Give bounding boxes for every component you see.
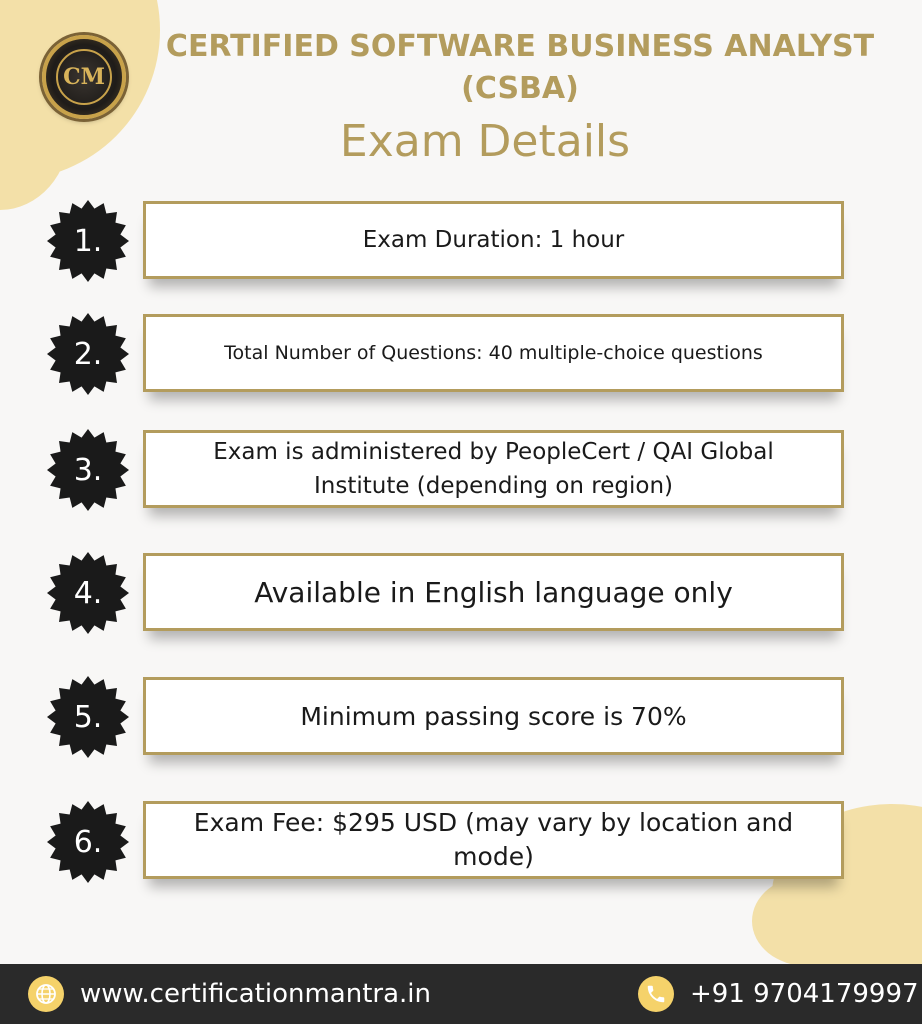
item-number-badge-6 [46, 800, 130, 884]
item-number-6: 6. [73, 824, 103, 860]
detail-card-6 [143, 801, 844, 879]
phone-number[interactable]: +91 9704179997 [690, 979, 919, 1009]
item-number-badge-4 [46, 551, 130, 635]
decor-blob-bottom-right-small [752, 876, 862, 966]
logo-monogram: CM [56, 49, 112, 105]
phone-icon [638, 976, 674, 1012]
detail-card-3 [143, 430, 844, 508]
globe-icon [28, 976, 64, 1012]
detail-text-3: Exam is administered by PeopleCert / QAI Global Institute (depending on region) [213, 439, 774, 499]
detail-card-5 [143, 677, 844, 755]
item-number-badge-5 [46, 675, 130, 759]
detail-card-2 [143, 314, 844, 392]
item-number-badge-2 [46, 312, 130, 396]
detail-card-1 [143, 201, 844, 279]
page-title [150, 26, 890, 110]
brand-logo [42, 35, 126, 119]
detail-card-4 [143, 553, 844, 631]
item-number-badge-3 [46, 428, 130, 512]
item-number-2: 2. [73, 336, 103, 372]
item-number-5: 5. [73, 699, 103, 735]
detail-text-5: Minimum passing score is 70% [300, 701, 687, 731]
detail-text-6: Exam Fee: $295 USD (may vary by location and mode) [193, 808, 794, 871]
item-number-badge-1 [46, 199, 130, 283]
item-number-3: 3. [73, 452, 103, 488]
page-subtitle: Exam Details [339, 116, 631, 167]
title-line-1: CERTIFIED SOFTWARE BUSINESS ANALYST [165, 29, 875, 64]
footer-bar [0, 964, 922, 1024]
title-line-2: (CSBA) [461, 71, 579, 106]
item-number-4: 4. [73, 575, 103, 611]
detail-text-1: Exam Duration: 1 hour [362, 227, 625, 253]
item-number-1: 1. [73, 223, 103, 259]
website-link[interactable]: www.certificationmantra.in [80, 979, 431, 1009]
detail-text-2: Total Number of Questions: 40 multiple-choice questions [224, 342, 763, 364]
detail-text-4: Available in English language only [254, 575, 733, 609]
